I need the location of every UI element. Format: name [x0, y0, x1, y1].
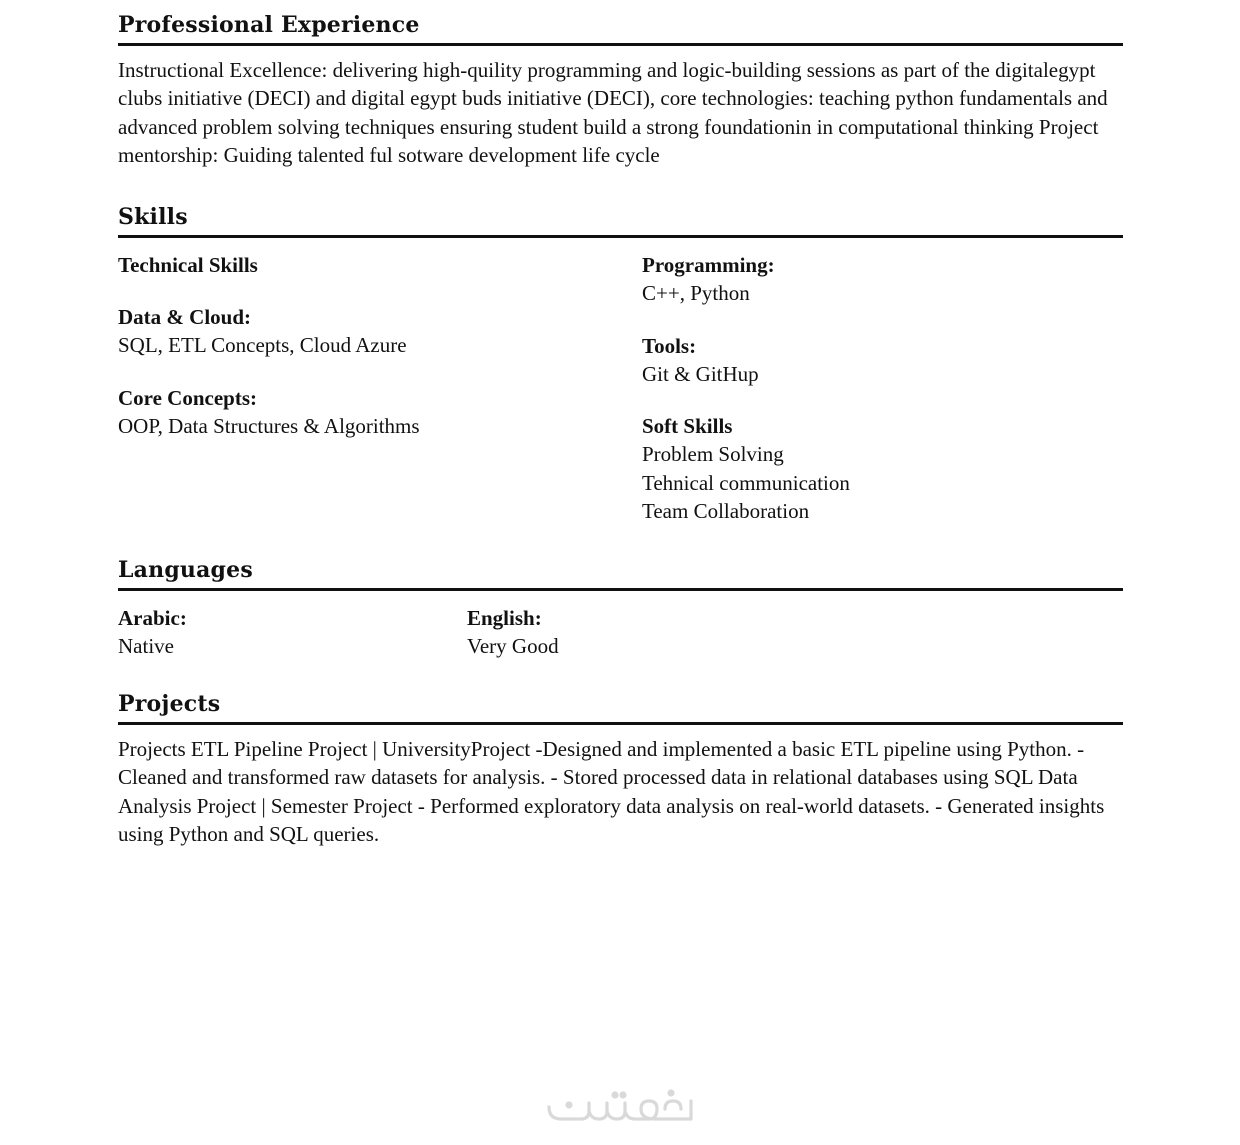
- language-name: English:: [467, 605, 542, 630]
- resume-page: [118, 12, 1123, 848]
- projects-heading: Projects: [118, 691, 1123, 725]
- skill-group-value: C++, Python: [642, 281, 750, 305]
- skill-group-value: SQL, ETL Concepts, Cloud Azure: [118, 333, 407, 357]
- skill-group-title: Data & Cloud:: [118, 305, 252, 329]
- skill-group-value: Tehnical communication: [642, 470, 850, 495]
- language-level: Very Good: [467, 633, 559, 658]
- skill-group-value: Git & GitHup: [642, 361, 759, 386]
- skills-grid: [118, 238, 1123, 526]
- language-name: Arabic:: [118, 605, 187, 630]
- skill-group-title: Programming:: [642, 253, 775, 277]
- language-item-arabic: [118, 604, 467, 661]
- languages-heading: Languages: [118, 557, 1123, 591]
- experience-section: [118, 12, 1123, 192]
- skill-group-title: Technical Skills: [118, 253, 258, 277]
- language-item-english: [467, 604, 767, 661]
- skills-heading: Skills: [118, 204, 1123, 238]
- experience-heading: Professional Experience: [118, 12, 1123, 46]
- skill-group-soft-skills: [642, 412, 1123, 526]
- skill-group-core-concepts: [118, 384, 642, 441]
- projects-text: Projects ETL Pipeline Project | UniversityProject -Designed and implemented a basic ETL pipeline using Python. - Cleaned and transformed raw datasets for analysis. - Stored processed data in relational databases using SQL Data Analysis Project | Semester Project - Performed exploratory data analysis on real-world datasets. - Generated insights using Python and SQL queries.: [118, 737, 1105, 846]
- skill-group-title: Tools:: [642, 333, 697, 358]
- skill-group-tools: [642, 332, 1123, 389]
- skill-group-value: Problem Solving: [642, 442, 784, 466]
- languages-grid: [118, 591, 1123, 661]
- skill-group-title: Core Concepts:: [118, 385, 258, 410]
- skills-section: [118, 204, 1123, 526]
- skill-group-title: Soft Skills: [642, 414, 733, 438]
- skills-column-left: [118, 251, 642, 526]
- skill-group-value: OOP, Data Structures & Algorithms: [118, 413, 420, 438]
- projects-section: [118, 691, 1123, 848]
- skill-group-programming: [642, 251, 1123, 308]
- experience-text: Instructional Excellence: delivering high-quility programming and logic-building sessions as part of the digitalegypt clubs initiative (DECI) and digital egypt buds initiative (DECI), core technologies: teaching python fundamentals and advanced problem solving techniques ensuring student build a strong foundationin in computational thinking Project mentorship: Guiding talented ful sotware development life cycle: [118, 58, 1108, 167]
- skills-column-right: [642, 251, 1123, 526]
- watermark-logo: [545, 1085, 695, 1125]
- skill-group-data-cloud: [118, 303, 642, 360]
- language-level: Native: [118, 633, 174, 658]
- skill-group-value: Team Collaboration: [642, 499, 810, 523]
- skill-group-technical: [118, 251, 642, 279]
- languages-section: [118, 557, 1123, 661]
